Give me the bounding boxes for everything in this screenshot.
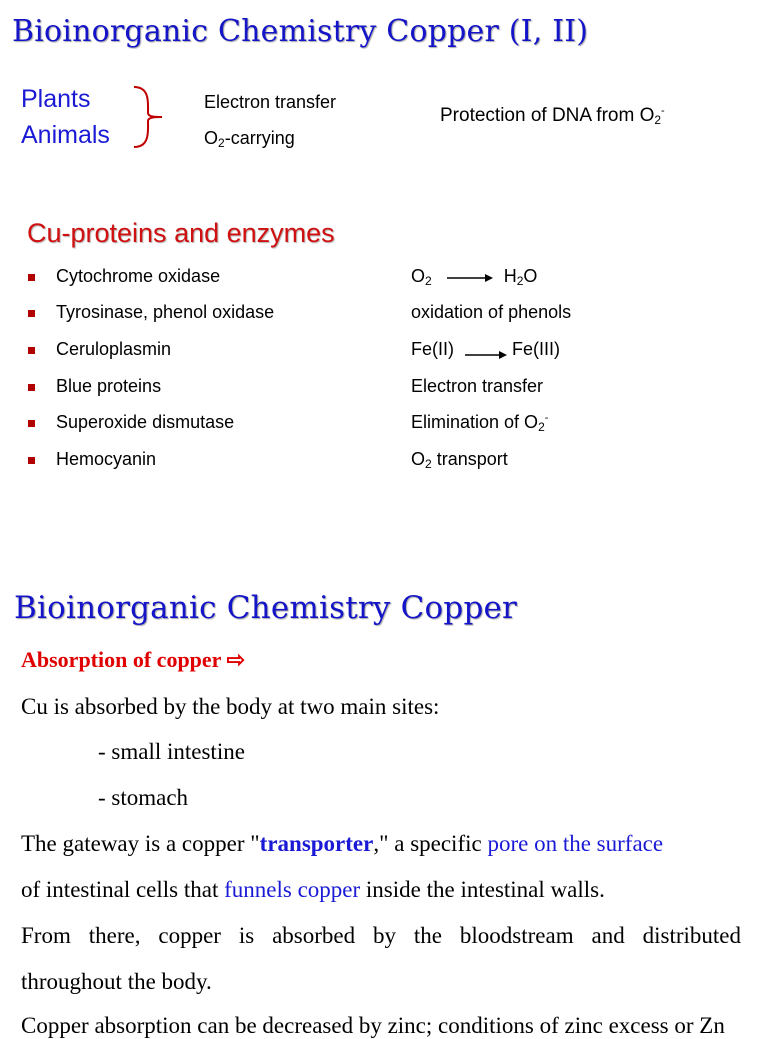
organism-plants: Plants [21, 85, 91, 113]
slide1-title: Bioinorganic Chemistry Copper (I, II) [12, 14, 589, 49]
bullet-icon [28, 274, 35, 281]
dna-protection: Protection of DNA from $O_2^-$ [440, 105, 665, 127]
list-item: Superoxide dismutase [56, 412, 235, 432]
intro-text: Cu is absorbed by the body at two main sites: [21, 694, 440, 719]
function-oxidation: oxidation of phenols [411, 302, 572, 322]
transporter-term: transporter [259, 831, 374, 856]
list-item: Ceruloplasmin [56, 339, 172, 359]
brace-icon [128, 83, 168, 151]
function-fe: Fe(II) Fe(III) [411, 339, 561, 359]
pore-link[interactable]: pore on the surface [487, 831, 664, 856]
function-o2-transport: $O_2$ transport [411, 449, 508, 471]
absorption-heading: Absorption of copper ⇨ [21, 647, 245, 672]
site-stomach: - stomach [98, 785, 189, 810]
paragraph-line-4: throughout the body. [21, 969, 212, 994]
paragraph-line-5: Copper absorption can be decreased by zinc; conditions of zinc excess or Zn [21, 1013, 725, 1038]
paragraph-line-2: of intestinal cells that funnels copper inside the intestinal walls. [21, 877, 605, 902]
function-electron-transfer: Electron transfer [411, 376, 544, 396]
bullet-icon [28, 457, 35, 464]
list-item: Blue proteins [56, 376, 162, 396]
bullet-icon [28, 420, 35, 427]
bullet-icon [28, 310, 35, 317]
role-o2-carrying: $O_2$-carrying [204, 128, 295, 150]
arrow-outline-icon: ⇨ [226, 647, 245, 672]
bullet-icon [28, 347, 35, 354]
arrow-right-icon [465, 345, 507, 359]
arrow-right-icon [447, 271, 493, 283]
function-elimination: Elimination of $O_2^-$ [411, 412, 549, 434]
paragraph-line-3: From there, copper is absorbed by the bloodstream and distributed [21, 923, 741, 948]
function-o2-to-h2o: $O_2$ $H_2O$ [411, 266, 538, 288]
section-heading: Cu-proteins and enzymes [27, 218, 335, 248]
organism-animals: Animals [21, 121, 110, 149]
paragraph-line-1: The gateway is a copper "transporter," a specific pore on the surface [21, 831, 664, 856]
funnels-link[interactable]: funnels copper [224, 877, 361, 902]
bullet-icon [28, 384, 35, 391]
role-electron-transfer: Electron transfer [204, 92, 337, 112]
list-item: Cytochrome oxidase [56, 266, 221, 286]
list-item: Tyrosinase, phenol oxidase [56, 302, 275, 322]
slide2-title: Bioinorganic Chemistry Copper [14, 590, 518, 626]
site-small-intestine: - small intestine [98, 739, 245, 764]
list-item: Hemocyanin [56, 449, 157, 469]
